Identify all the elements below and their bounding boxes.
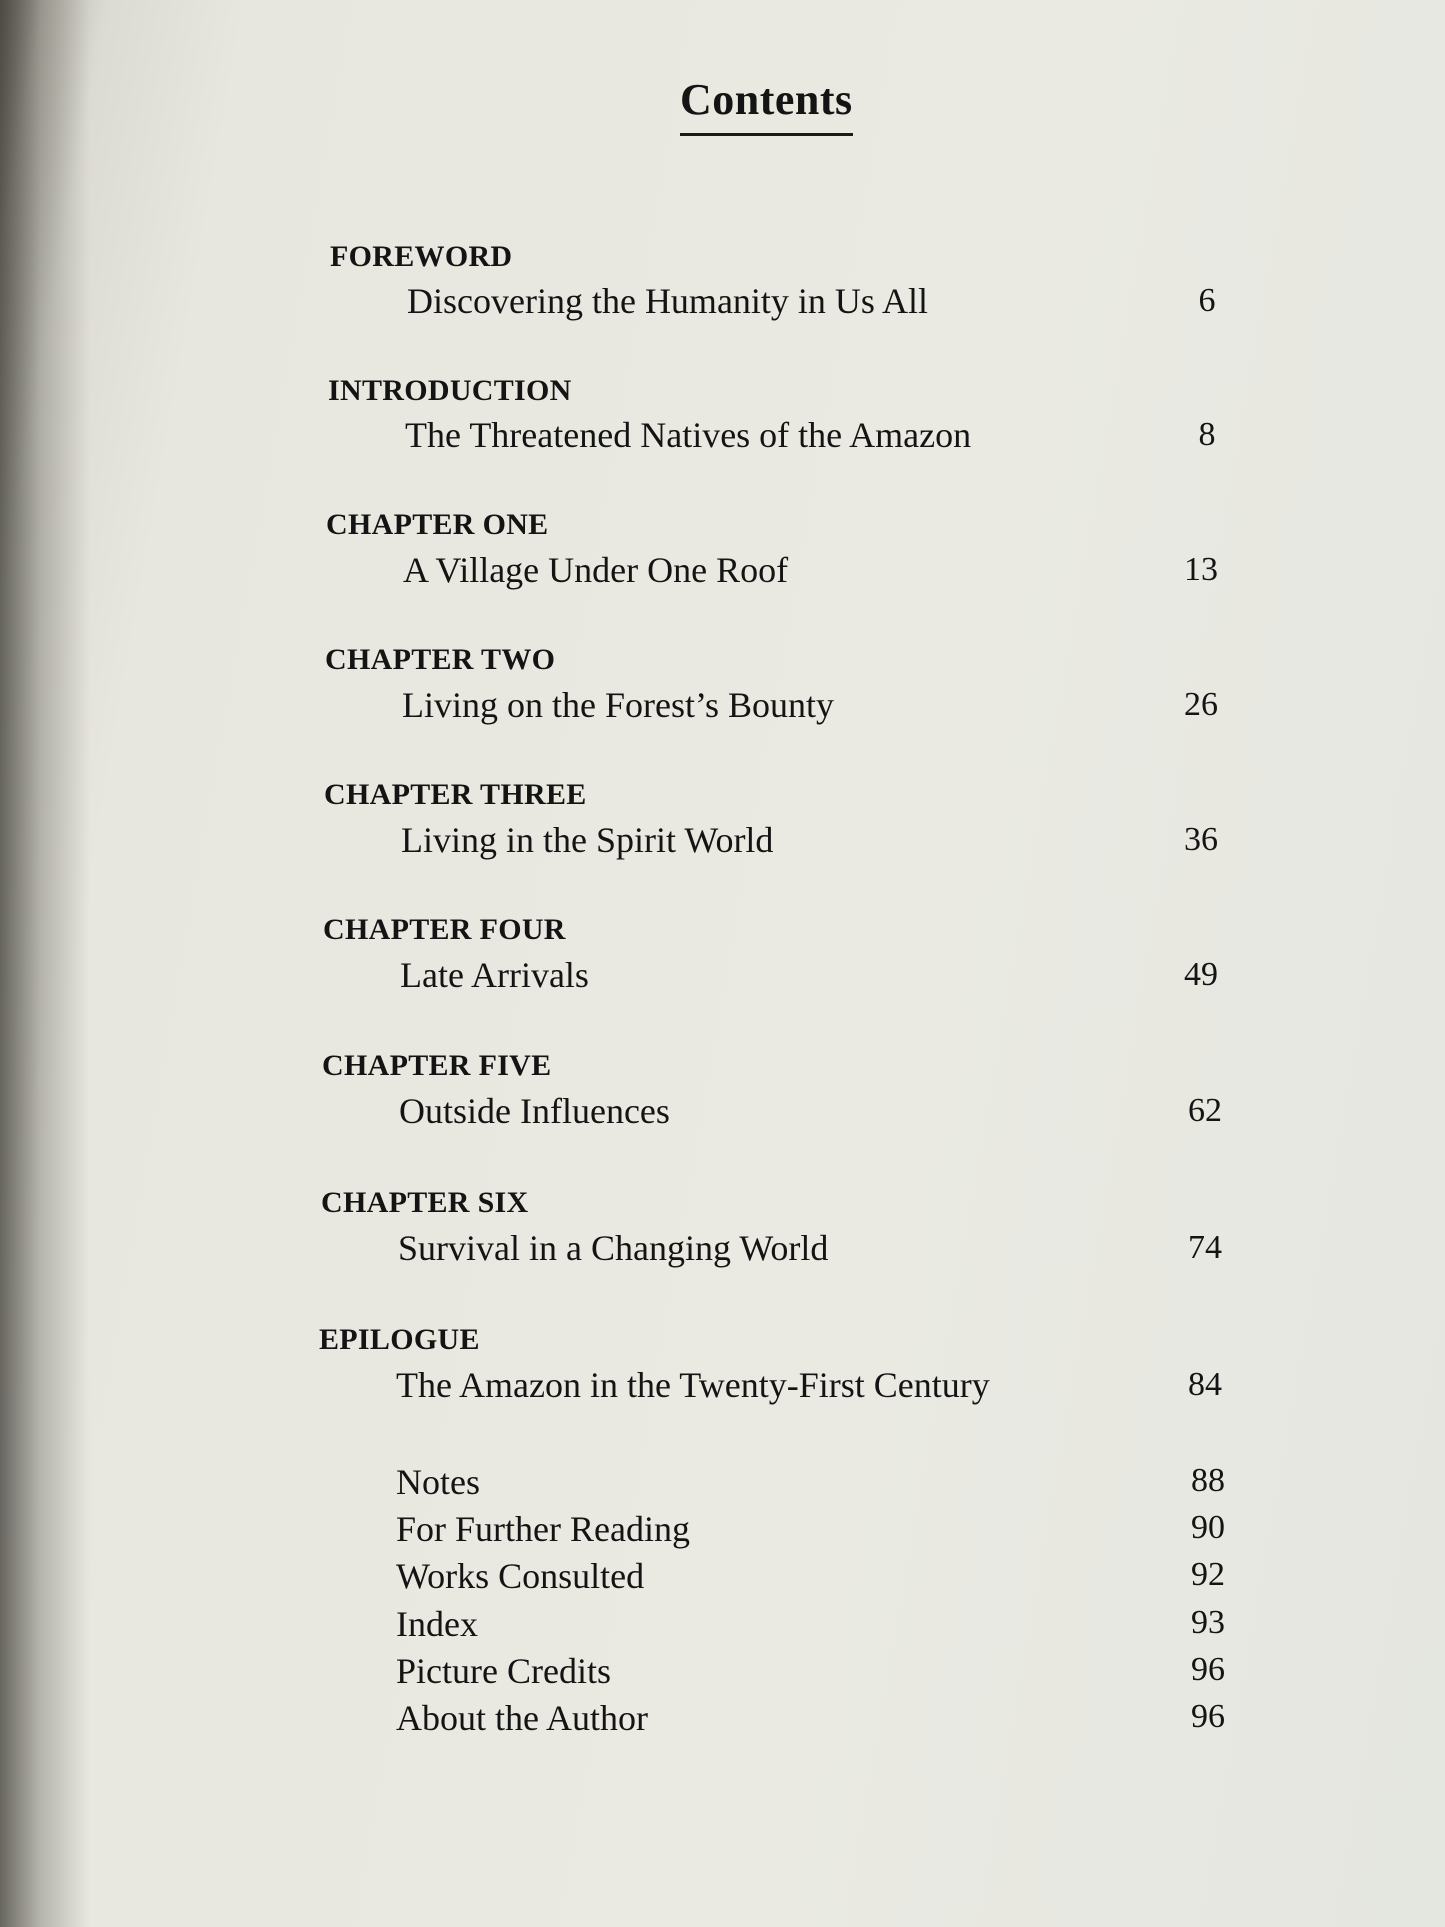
section-page-number: 74 — [1188, 1229, 1222, 1266]
section-heading: FOREWORD — [330, 240, 513, 273]
section-title: Discovering the Humanity in Us All — [407, 281, 928, 321]
section-heading: CHAPTER ONE — [326, 508, 549, 541]
section-page-number: 26 — [1184, 686, 1218, 723]
back-matter-title: Works Consulted — [396, 1556, 645, 1596]
section-title: Living in the Spirit World — [401, 820, 774, 860]
back-matter-title: Index — [396, 1604, 478, 1644]
back-matter-title: For Further Reading — [396, 1509, 690, 1549]
section-title: Survival in a Changing World — [398, 1228, 829, 1268]
section-title: Late Arrivals — [400, 955, 589, 995]
back-matter-page-number: 93 — [1191, 1604, 1225, 1641]
back-matter-page-number: 88 — [1191, 1462, 1225, 1499]
section-page-number: 36 — [1184, 821, 1218, 858]
section-title: A Village Under One Roof — [403, 550, 789, 590]
section-heading: CHAPTER FIVE — [322, 1049, 552, 1082]
section-heading: CHAPTER THREE — [324, 778, 587, 811]
page-title: Contents — [680, 74, 853, 136]
back-matter-page-number: 92 — [1191, 1556, 1225, 1593]
section-page-number: 62 — [1188, 1092, 1222, 1129]
section-heading: CHAPTER TWO — [325, 643, 556, 676]
section-page-number: 6 — [1198, 282, 1216, 319]
section-page-number: 8 — [1198, 416, 1216, 453]
section-page-number: 13 — [1184, 551, 1218, 588]
back-matter-title: Notes — [396, 1462, 480, 1502]
section-title: The Amazon in the Twenty-First Century — [396, 1365, 990, 1405]
back-matter-title: About the Author — [396, 1698, 648, 1738]
section-page-number: 49 — [1184, 956, 1218, 993]
back-matter-title: Picture Credits — [396, 1651, 611, 1691]
section-heading: CHAPTER SIX — [321, 1186, 529, 1219]
section-heading: EPILOGUE — [319, 1323, 480, 1356]
back-matter-page-number: 90 — [1191, 1509, 1225, 1546]
section-title: Outside Influences — [399, 1091, 670, 1131]
section-heading: INTRODUCTION — [328, 374, 572, 407]
back-matter-page-number: 96 — [1191, 1698, 1225, 1735]
section-title: The Threatened Natives of the Amazon — [405, 415, 972, 455]
section-page-number: 84 — [1188, 1366, 1222, 1403]
section-heading: CHAPTER FOUR — [323, 913, 566, 946]
section-title: Living on the Forest’s Bounty — [402, 685, 834, 725]
back-matter-page-number: 96 — [1191, 1651, 1225, 1688]
